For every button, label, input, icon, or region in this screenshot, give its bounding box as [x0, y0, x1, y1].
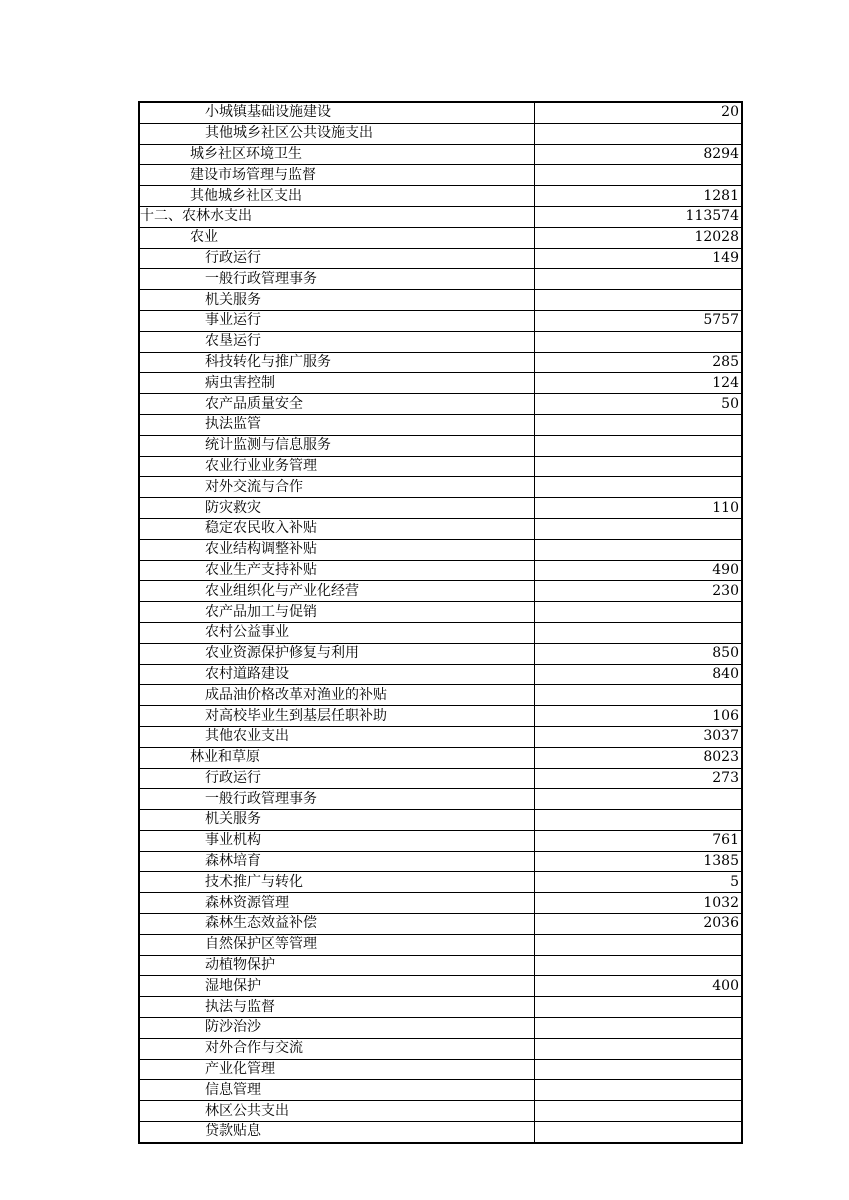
- spreadsheet-table-frame: [138, 101, 743, 1144]
- row-item-name[interactable]: 行政运行: [140, 768, 534, 789]
- row-item-name[interactable]: 林业和草原: [140, 747, 534, 768]
- row-item-amount[interactable]: 2036: [534, 914, 741, 935]
- row-item-amount[interactable]: 124: [534, 373, 741, 394]
- row-item-name[interactable]: 一般行政管理事务: [140, 269, 534, 290]
- row-item-amount[interactable]: 1385: [534, 851, 741, 872]
- table-row: [140, 685, 741, 706]
- table-row: [140, 872, 741, 893]
- table-row: [140, 123, 741, 144]
- row-item-name[interactable]: 其他城乡社区公共设施支出: [140, 123, 534, 144]
- row-item-name[interactable]: 农业组织化与产业化经营: [140, 581, 534, 602]
- row-item-name[interactable]: 动植物保护: [140, 955, 534, 976]
- table-row: [140, 206, 741, 227]
- row-item-amount[interactable]: 12028: [534, 227, 741, 248]
- row-item-name[interactable]: 农业资源保护修复与利用: [140, 643, 534, 664]
- row-item-name[interactable]: 防沙治沙: [140, 1018, 534, 1039]
- row-item-name[interactable]: 城乡社区环境卫生: [140, 144, 534, 165]
- row-item-amount[interactable]: 1281: [534, 186, 741, 207]
- table-row: [140, 456, 741, 477]
- row-item-name[interactable]: 农垦运行: [140, 331, 534, 352]
- row-item-amount[interactable]: [534, 165, 741, 186]
- table-row: [140, 331, 741, 352]
- table-row: [140, 144, 741, 165]
- row-item-name[interactable]: 一般行政管理事务: [140, 789, 534, 810]
- table-row: [140, 851, 741, 872]
- row-item-amount[interactable]: [534, 435, 741, 456]
- row-item-name[interactable]: 自然保护区等管理: [140, 934, 534, 955]
- table-row: [140, 706, 741, 727]
- row-item-name[interactable]: 森林资源管理: [140, 893, 534, 914]
- table-body: [140, 103, 741, 1142]
- row-item-amount[interactable]: 285: [534, 352, 741, 373]
- row-item-amount[interactable]: 3037: [534, 726, 741, 747]
- row-item-amount[interactable]: [534, 539, 741, 560]
- row-item-amount[interactable]: 8294: [534, 144, 741, 165]
- table-row: [140, 581, 741, 602]
- table-row: [140, 830, 741, 851]
- table-row: [140, 768, 741, 789]
- row-item-name[interactable]: 稳定农民收入补贴: [140, 518, 534, 539]
- row-item-amount[interactable]: 1032: [534, 893, 741, 914]
- table-row: [140, 394, 741, 415]
- row-item-name[interactable]: 农产品质量安全: [140, 394, 534, 415]
- row-item-name[interactable]: 对外合作与交流: [140, 1038, 534, 1059]
- table-row: [140, 103, 741, 123]
- row-item-name[interactable]: 对外交流与合作: [140, 477, 534, 498]
- table-row: [140, 893, 741, 914]
- table-row: [140, 414, 741, 435]
- row-item-amount[interactable]: 490: [534, 560, 741, 581]
- table-row: [140, 165, 741, 186]
- row-item-name[interactable]: 行政运行: [140, 248, 534, 269]
- table-row: [140, 976, 741, 997]
- row-item-name[interactable]: 农业: [140, 227, 534, 248]
- row-item-amount[interactable]: [534, 477, 741, 498]
- row-item-amount[interactable]: [534, 331, 741, 352]
- row-item-amount[interactable]: 850: [534, 643, 741, 664]
- row-item-amount[interactable]: 113574: [534, 206, 741, 227]
- budget-table: [140, 103, 741, 1142]
- row-item-name[interactable]: 其他城乡社区支出: [140, 186, 534, 207]
- row-item-amount[interactable]: 761: [534, 830, 741, 851]
- row-item-name[interactable]: 执法监管: [140, 414, 534, 435]
- row-item-amount[interactable]: [534, 290, 741, 311]
- row-item-name[interactable]: 病虫害控制: [140, 373, 534, 394]
- table-row: [140, 352, 741, 373]
- row-item-amount[interactable]: 110: [534, 498, 741, 519]
- row-item-amount[interactable]: [534, 1080, 741, 1101]
- row-item-amount[interactable]: [534, 997, 741, 1018]
- row-item-amount[interactable]: 273: [534, 768, 741, 789]
- row-item-amount[interactable]: 230: [534, 581, 741, 602]
- row-item-amount[interactable]: 8023: [534, 747, 741, 768]
- row-item-name[interactable]: 事业机构: [140, 830, 534, 851]
- row-item-name[interactable]: 农业结构调整补贴: [140, 539, 534, 560]
- row-item-name[interactable]: 机关服务: [140, 810, 534, 831]
- row-item-amount[interactable]: 5757: [534, 310, 741, 331]
- row-item-amount[interactable]: [534, 269, 741, 290]
- row-item-name[interactable]: 森林培育: [140, 851, 534, 872]
- row-item-amount[interactable]: [534, 1122, 741, 1142]
- table-row: [140, 560, 741, 581]
- row-item-name[interactable]: 信息管理: [140, 1080, 534, 1101]
- row-item-amount[interactable]: 149: [534, 248, 741, 269]
- row-item-name[interactable]: 十二、农林水支出: [140, 206, 534, 227]
- row-item-amount[interactable]: 400: [534, 976, 741, 997]
- row-item-name[interactable]: 农产品加工与促销: [140, 602, 534, 623]
- row-item-amount[interactable]: 50: [534, 394, 741, 415]
- row-item-name[interactable]: 技术推广与转化: [140, 872, 534, 893]
- table-row: [140, 664, 741, 685]
- row-item-name[interactable]: 湿地保护: [140, 976, 534, 997]
- table-row: [140, 373, 741, 394]
- row-item-name[interactable]: 其他农业支出: [140, 726, 534, 747]
- row-item-amount[interactable]: 5: [534, 872, 741, 893]
- row-item-name[interactable]: 成品油价格改革对渔业的补贴: [140, 685, 534, 706]
- row-item-name[interactable]: 农村道路建设: [140, 664, 534, 685]
- row-item-name[interactable]: 贷款贴息: [140, 1122, 534, 1142]
- row-item-name[interactable]: 科技转化与推广服务: [140, 352, 534, 373]
- row-item-amount[interactable]: [534, 123, 741, 144]
- table-row: [140, 1122, 741, 1142]
- table-row: [140, 1038, 741, 1059]
- row-item-name[interactable]: 农村公益事业: [140, 622, 534, 643]
- row-item-name[interactable]: 执法与监督: [140, 997, 534, 1018]
- table-row: [140, 789, 741, 810]
- table-row: [140, 1101, 741, 1122]
- table-row: [140, 477, 741, 498]
- table-row: [140, 622, 741, 643]
- row-item-amount[interactable]: [534, 1038, 741, 1059]
- row-item-name[interactable]: 建设市场管理与监督: [140, 165, 534, 186]
- row-item-name[interactable]: 事业运行: [140, 310, 534, 331]
- row-item-name[interactable]: 小城镇基础设施建设: [140, 103, 534, 123]
- row-item-amount[interactable]: [534, 810, 741, 831]
- table-row: [140, 310, 741, 331]
- table-row: [140, 435, 741, 456]
- table-row: [140, 1059, 741, 1080]
- row-item-amount[interactable]: 840: [534, 664, 741, 685]
- row-item-amount[interactable]: 20: [534, 103, 741, 123]
- row-item-name[interactable]: 机关服务: [140, 290, 534, 311]
- row-item-amount[interactable]: [534, 1101, 741, 1122]
- table-row: [140, 810, 741, 831]
- row-item-name[interactable]: 农业生产支持补贴: [140, 560, 534, 581]
- table-row: [140, 643, 741, 664]
- table-row: [140, 914, 741, 935]
- table-row: [140, 726, 741, 747]
- row-item-name[interactable]: 对高校毕业生到基层任职补助: [140, 706, 534, 727]
- row-item-amount[interactable]: [534, 685, 741, 706]
- table-row: [140, 227, 741, 248]
- table-row: [140, 1080, 741, 1101]
- row-item-amount[interactable]: [534, 789, 741, 810]
- row-item-amount[interactable]: [534, 456, 741, 477]
- row-item-name[interactable]: 产业化管理: [140, 1059, 534, 1080]
- row-item-amount[interactable]: [534, 934, 741, 955]
- row-item-amount[interactable]: [534, 518, 741, 539]
- table-row: [140, 997, 741, 1018]
- row-item-name[interactable]: 森林生态效益补偿: [140, 914, 534, 935]
- row-item-name[interactable]: 农业行业业务管理: [140, 456, 534, 477]
- table-row: [140, 290, 741, 311]
- table-row: [140, 498, 741, 519]
- row-item-amount[interactable]: 106: [534, 706, 741, 727]
- row-item-amount[interactable]: [534, 1018, 741, 1039]
- row-item-name[interactable]: 防灾救灾: [140, 498, 534, 519]
- row-item-name[interactable]: 统计监测与信息服务: [140, 435, 534, 456]
- row-item-amount[interactable]: [534, 955, 741, 976]
- row-item-amount[interactable]: [534, 602, 741, 623]
- row-item-amount[interactable]: [534, 414, 741, 435]
- row-item-name[interactable]: 林区公共支出: [140, 1101, 534, 1122]
- table-row: [140, 747, 741, 768]
- row-item-amount[interactable]: [534, 1059, 741, 1080]
- table-row: [140, 269, 741, 290]
- table-row: [140, 539, 741, 560]
- row-item-amount[interactable]: [534, 622, 741, 643]
- table-row: [140, 186, 741, 207]
- table-row: [140, 1018, 741, 1039]
- table-row: [140, 955, 741, 976]
- table-row: [140, 248, 741, 269]
- table-row: [140, 518, 741, 539]
- table-row: [140, 602, 741, 623]
- table-row: [140, 934, 741, 955]
